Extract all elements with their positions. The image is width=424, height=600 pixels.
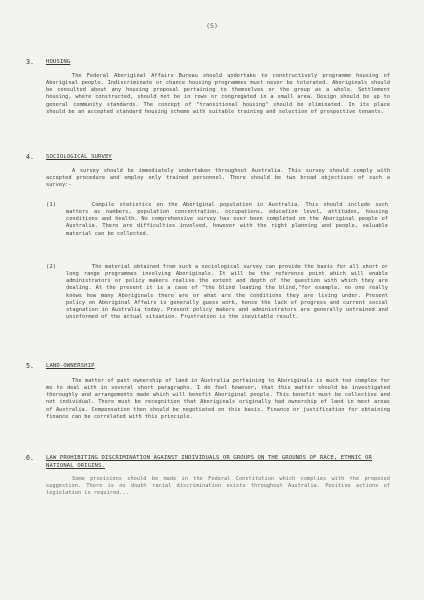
paragraph-survey-intro: A survey should be immediately undertaken throughout Australia. This survey should comply with accepted procedure and employ only trained personnel. There should be two broad objectives of such a survey:- [46, 168, 390, 189]
section-number-land: 5. [26, 362, 34, 370]
section-title-land: LAND-OWNERSHIP [46, 363, 95, 369]
section-number-discrimination: 6. [26, 454, 34, 462]
paragraph-housing: The Federal Aboriginal Affairs Bureau should undertake to constructively programme housing of Aboriginal people. Indiscriminate or chance housing programmes must never be tolerated. Aboriginals should be consulted about any housing proposal pertaining to themselves or the group as a whole. Settlement housing, where constructed, should not be in rows or congregated in a small area. Design should be up to general community standards. The concept of "transitional housing" should be eliminated. In its place should be an accepted standard housing scheme with suitable training and selection of prospective tenants. [46, 73, 390, 115]
section-title-housing: HOUSING [46, 59, 71, 65]
section-number-survey: 4. [26, 153, 34, 161]
section-title-survey: SOCIOLOGICAL SURVEY [46, 154, 112, 160]
section-number-housing: 3. [26, 58, 34, 66]
paragraph-land: The matter of past ownership of land in Australia pertaining to Aboriginals is much too complex for me to deal with in several short paragraphs. I do feel however, that this matter should be investigated thoroughly and arrangements made which will benefit Aboriginal people. This benefit must be collective and not individual. There must be recognition that Aboriginals originally had ownership of land in most areas of Australia. Compensation then should be negotiated on this basis. Finance or justification for obtaining finance can be correlated with this principle. [46, 378, 390, 420]
page-number: (5) [206, 22, 218, 30]
list-item-label-2: (2) [46, 264, 57, 270]
list-item-label-1: (1) [46, 202, 57, 208]
list-item-text-2: The material obtained from such a sociological survey can provide the basis for all short or long range programmes involving Aboriginals. It will be the reference point which will enable administrators or policy makers realise the extent and depth of the question with which they are dealing. At the present it is a case of "the blind leading the blind,"for example, no one really knows how many Aboriginals there are or what are the conditions they are living under. Present policy on Aboriginal Affairs is generally guess work, hence the lack of progress and current social stagnation in Australia today. Present policy makers and administrators are generally untrained and uninformed of the actual situation. Frustration is the inevitable result. [66, 264, 388, 321]
paragraph-discrimination: Some provisions should be made in the Federal Constitution which complies with the proposed suggestion. There is no doubt racial discrimination exists throughout Australia. Positive actions of legislation is required... [46, 476, 390, 497]
list-item-text-1: Compile statistics on the Aboriginal population in Australia. This should include such matters as numbers, population concentration, occupations, education level, attitudes, housing conditions and health. No comprehensive survey has ever been completed on the Aboriginal people of Australia. There are difficulties involved, however with the right planning and people, valuable material can be collected. [66, 202, 388, 237]
section-title-discrimination: LAW PROHIBITING DISCRIMINATION AGAINST INDIVIDUALS OR GROUPS ON THE GROUNDS OF RACE, ETHNIC OR NATIONAL ORIGINS. [46, 455, 372, 469]
